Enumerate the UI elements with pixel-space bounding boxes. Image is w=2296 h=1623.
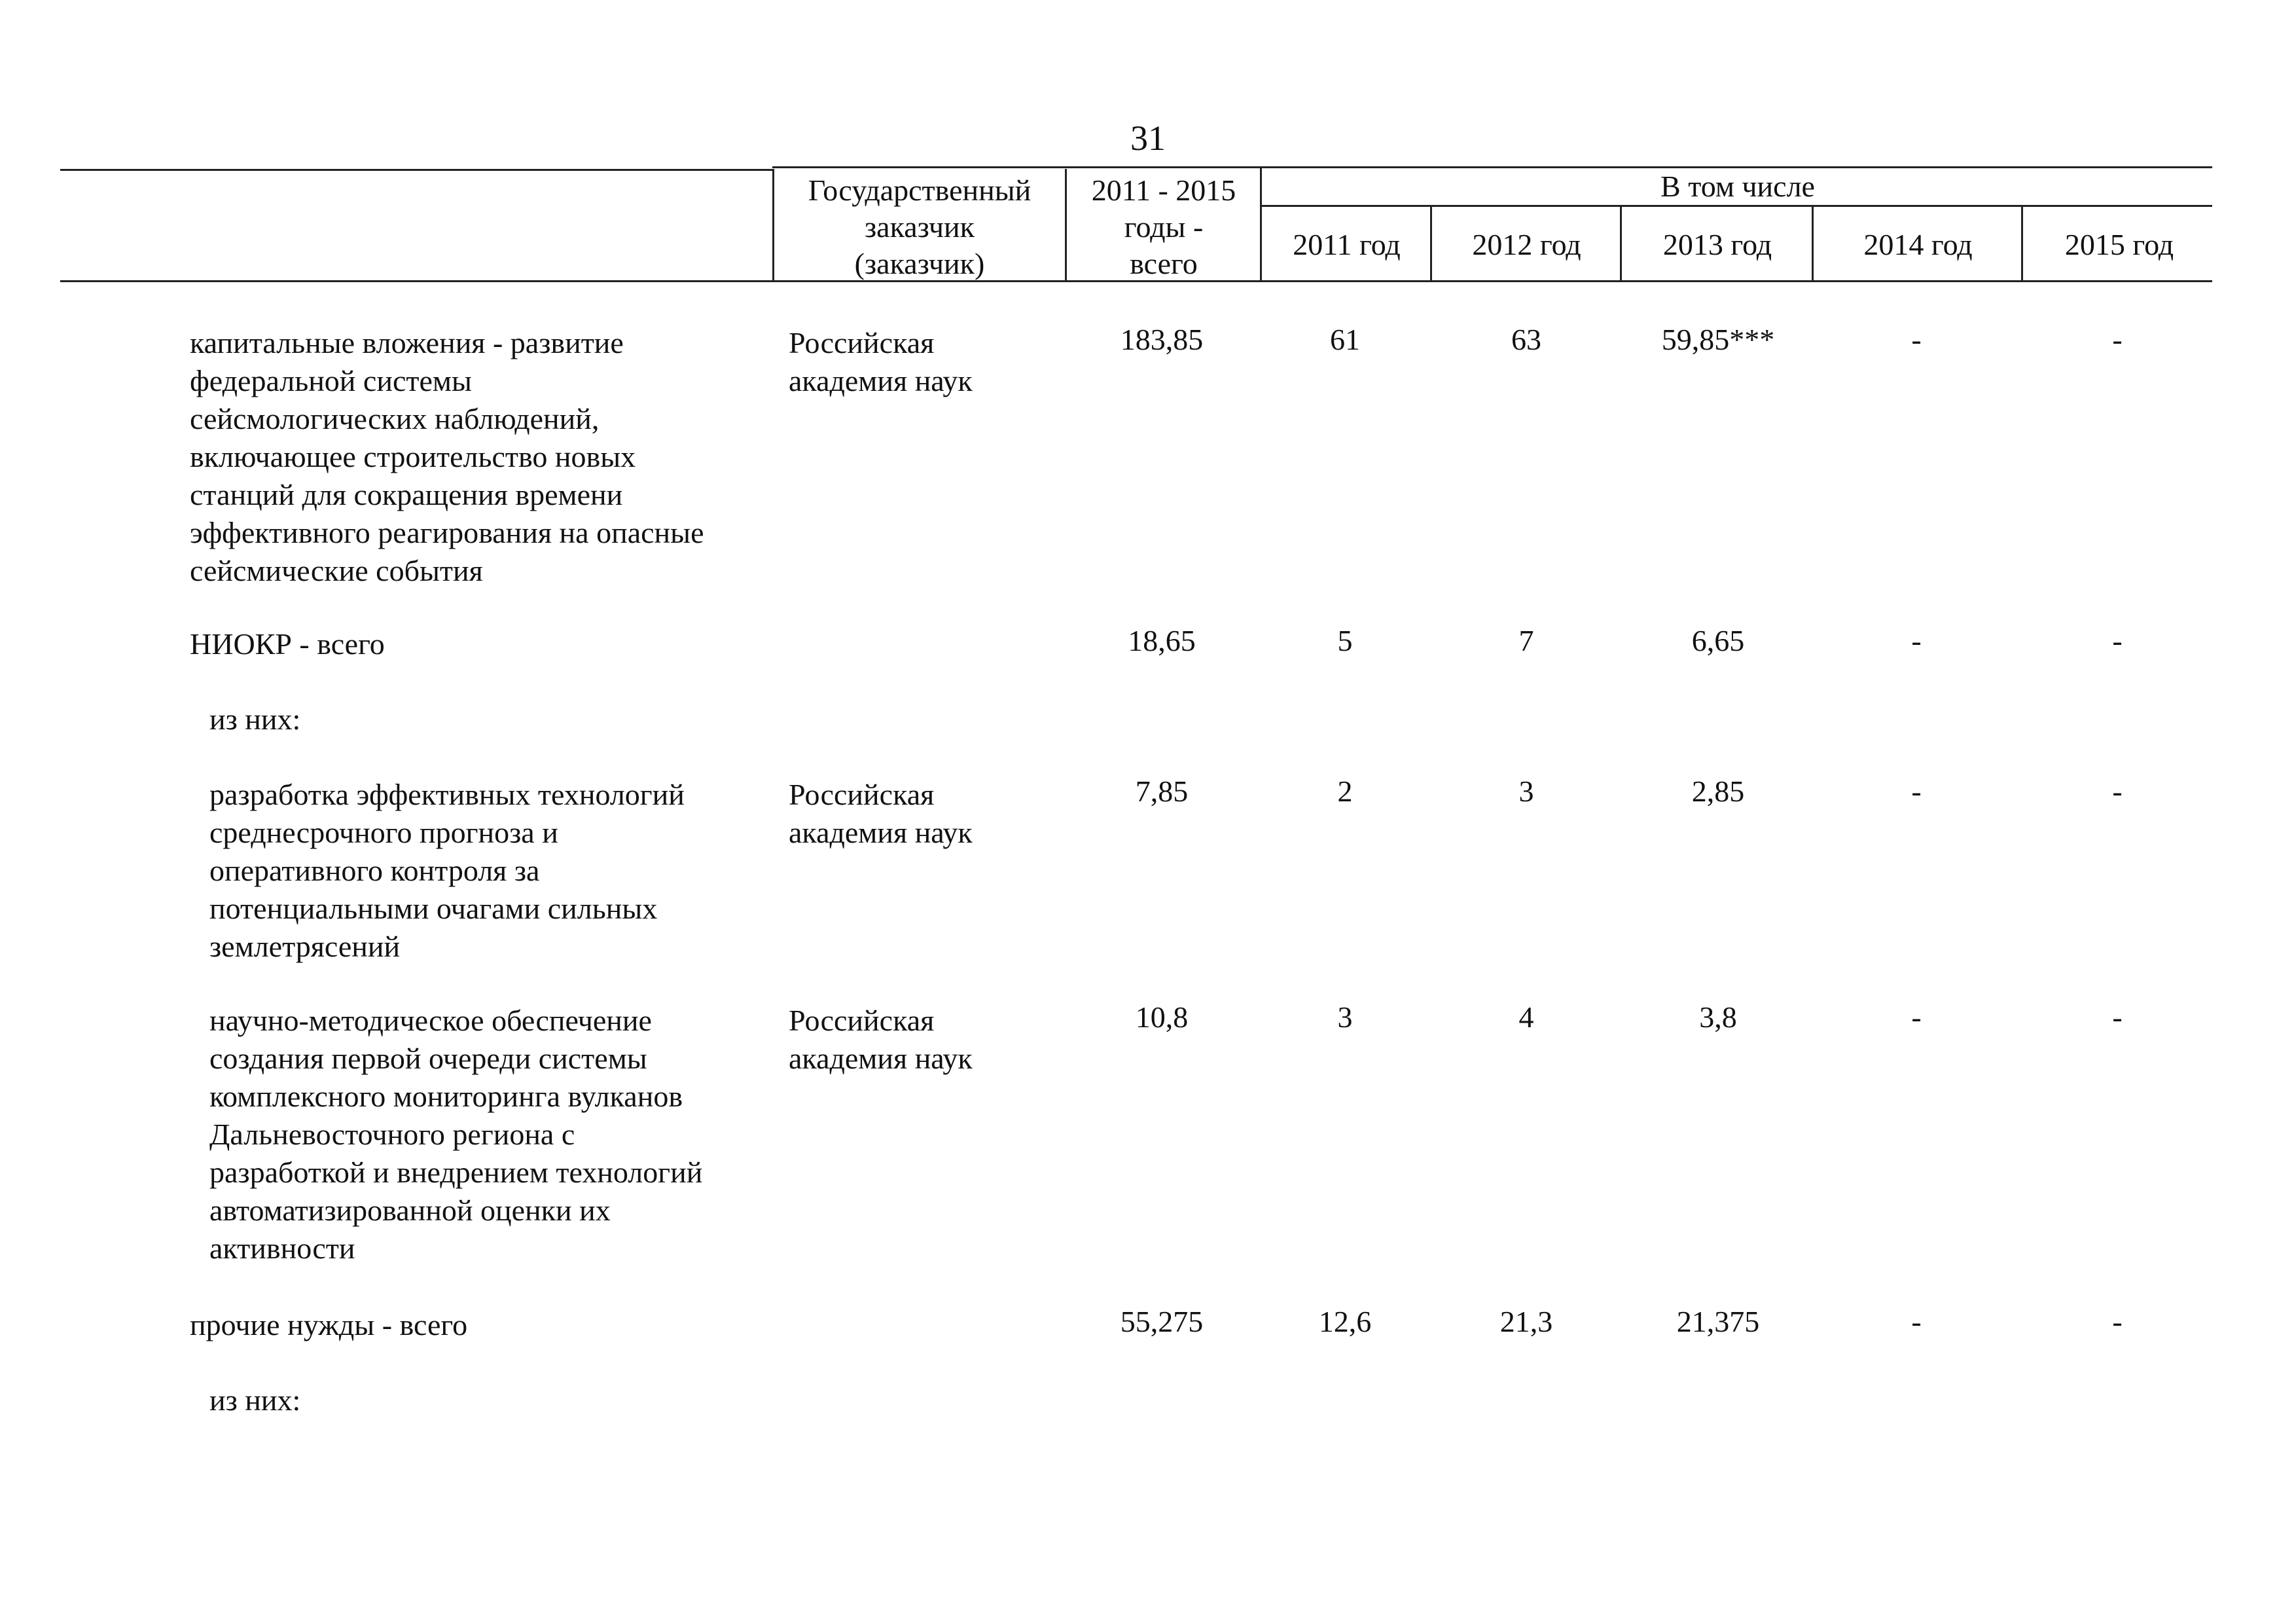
row-2012: 21,3 — [1499, 1305, 1553, 1338]
header-divider-2013 — [1620, 205, 1622, 282]
row-subheading: из них: — [209, 1383, 301, 1417]
row-2011: 12,6 — [1318, 1305, 1372, 1338]
header-total-line1: 2011 - 2015 — [1091, 173, 1236, 207]
row-description: прочие нужды - всего — [190, 1308, 468, 1341]
row-customer: Российская академия наук — [789, 1004, 973, 1075]
row-total: 55,275 — [1120, 1305, 1204, 1338]
row-customer: Российская академия наук — [789, 778, 973, 849]
row-2015: - — [2112, 1000, 2123, 1034]
row-2013: 3,8 — [1699, 1000, 1737, 1034]
row-2014: - — [1911, 1305, 1922, 1338]
row-total: 183,85 — [1120, 323, 1204, 356]
row-subheading: из них: — [209, 702, 301, 736]
header-year-2013: 2013 год — [1662, 228, 1772, 261]
row-2011: 2 — [1337, 775, 1353, 808]
row-2013: 2,85 — [1691, 775, 1745, 808]
row-2015: - — [2112, 1305, 2123, 1338]
row-description: НИОКР - всего — [190, 627, 385, 661]
page-number: 31 — [1130, 119, 1166, 158]
row-2015: - — [2112, 624, 2123, 657]
header-year-2011: 2011 год — [1293, 228, 1401, 261]
row-2014: - — [1911, 775, 1922, 808]
row-2012: 3 — [1518, 775, 1534, 808]
header-divider-customer — [772, 169, 774, 282]
row-total: 7,85 — [1135, 775, 1189, 808]
header-customer-line1: Государственный — [808, 173, 1031, 207]
header-total-line2: годы - — [1124, 210, 1204, 244]
row-description: капитальные вложения - развитие федеральной системы сейсмологических наблюдений, включающее строительство новых станций для сокращения времени эффективного реагирования на опасные сейсмические события — [190, 326, 704, 587]
header-total-line3: всего — [1130, 247, 1198, 280]
row-2012: 4 — [1518, 1000, 1534, 1034]
header-top-rule — [60, 169, 772, 171]
row-2012: 63 — [1511, 323, 1541, 356]
row-total: 18,65 — [1128, 624, 1196, 657]
header-customer-line3: (заказчик) — [854, 247, 985, 280]
header-year-2012: 2012 год — [1472, 228, 1581, 261]
header-divider-2011 — [1260, 166, 1262, 282]
header-year-2015: 2015 год — [2064, 228, 2174, 261]
row-2014: - — [1911, 1000, 1922, 1034]
row-description: научно-методическое обеспечение создания первой очереди системы комплексного мониторинга вулканов Дальневосточного региона с разработкой и внедрением технологий автоматизированной оценки их активности — [209, 1004, 703, 1265]
row-2012: 7 — [1518, 624, 1534, 657]
row-2015: - — [2112, 323, 2123, 356]
header-divider-2015 — [2021, 205, 2023, 282]
header-divider-total — [1065, 169, 1067, 282]
row-2011: 61 — [1330, 323, 1360, 356]
row-2011: 5 — [1337, 624, 1353, 657]
header-year-2014: 2014 год — [1863, 228, 1973, 261]
row-2014: - — [1911, 624, 1922, 657]
row-total: 10,8 — [1135, 1000, 1189, 1034]
row-2013: 6,65 — [1691, 624, 1745, 657]
row-2011: 3 — [1337, 1000, 1353, 1034]
row-description: разработка эффективных технологий среднесрочного прогноза и оперативного контроля за потенциальными очагами сильных землетрясений — [209, 778, 685, 963]
row-2015: - — [2112, 775, 2123, 808]
header-customer-line2: заказчик — [864, 210, 975, 244]
header-divider-2012 — [1430, 205, 1432, 282]
header-including: В том числе — [1660, 170, 1815, 203]
row-2014: - — [1911, 323, 1922, 356]
row-customer: Российская академия наук — [789, 326, 973, 397]
row-2013: 59,85*** — [1661, 323, 1775, 356]
row-2013: 21,375 — [1676, 1305, 1760, 1338]
header-divider-2014 — [1812, 205, 1814, 282]
